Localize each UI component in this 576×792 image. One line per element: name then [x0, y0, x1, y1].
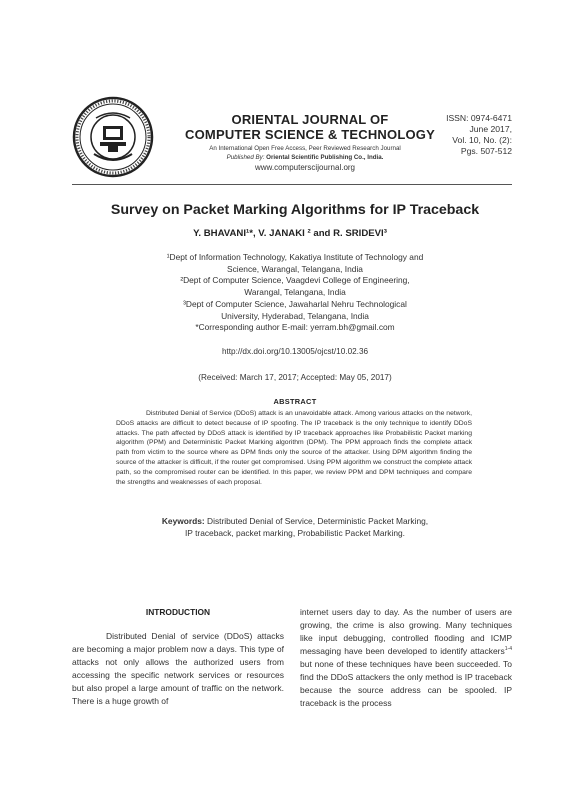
citation-superscript: 1-4: [504, 646, 512, 653]
issn: ISSN: 0974-6471: [446, 113, 512, 123]
keywords: [130, 516, 460, 539]
affiliation-line: Warangal, Telangana, India: [244, 287, 346, 298]
corresponding-author: *Corresponding author E-mail: yerram.bh@gmail.com: [195, 322, 395, 333]
issn-block: [420, 113, 512, 157]
received-accepted-dates: (Received: March 17, 2017; Accepted: May 05, 2017): [198, 373, 392, 382]
affiliation-line: Science, Warangal, Telangana, India: [227, 263, 363, 274]
published-by-label: Published By:: [226, 154, 265, 161]
publisher-name: Oriental Scientific Publishing Co., India.: [266, 154, 384, 161]
affiliation-line: University, Hyderabad, Telangana, India: [221, 310, 369, 321]
right-column-text: [300, 606, 512, 710]
right-column-text-b: but none of these techniques have been succeeded. To find the DDoS attackers the only method is IP traceback because the source address can be spooled. IP traceback is the process: [300, 659, 512, 708]
header-divider: [72, 184, 512, 185]
keywords-label: Keywords:: [161, 516, 205, 526]
affiliations: [130, 252, 460, 334]
keywords-line2: IP traceback, packet marking, Probabilistic Packet Marking.: [184, 527, 405, 538]
journal-title-line2: COMPUTER SCIENCE & TECHNOLOGY: [185, 127, 435, 142]
affiliation-line: ²Dept of Computer Science, Vaagdevi College of Engineering,: [180, 275, 410, 286]
journal-title-line1: ORIENTAL JOURNAL OF: [231, 112, 389, 127]
introduction-heading: INTRODUCTION: [145, 607, 211, 617]
tagline-text: An International Open Free Access, Peer Reviewed Research Journal: [209, 145, 401, 152]
issue-date: June 2017,: [469, 124, 512, 134]
paper-authors: Y. BHAVANI¹*, V. JANAKI ² and R. SRIDEVI³: [193, 228, 387, 239]
affiliation-line: ³Dept of Computer Science, Jawaharlal Nehru Technological: [183, 298, 407, 309]
journal-seal-icon: [72, 96, 154, 178]
affiliation-line: ¹Dept of Information Technology, Kakatiya Institute of Technology and: [166, 252, 424, 262]
right-column-text-a: internet users day to day. As the number of users are growing, the crime is also growing. Many techniques like input debugging, controlled flooding and ICMP messaging have been developed to identify attackers: [300, 607, 512, 656]
abstract-heading: ABSTRACT: [273, 397, 317, 406]
volume: Vol. 10, No. (2):: [452, 135, 512, 145]
abstract-text: Distributed Denial of Service (DDoS) attack is an unavoidable attack. Among various attacks on the network, DDoS attacks are difficult to detect because of IP spoofing. The IP traceback is the only technique to identify DDoS attacks. The path affected by DDoS attack is identified by IP traceback approaches like Probabilistic Packet marking algorithm (PPM) and Deterministic Packet Marking algorithm (DPM). The PPM approach finds the complete attack path from victim to the source where as DPM finds only the source of the attacker. Using DPM algorithm finding the source of the attacker is difficult, if the router get compromised. Using PPM algorithm we construct the complete attack path, so the compromised router can be identified. In this paper, we review PPM and DPM techniques and compare the strengths and weaknesses of each proposal.: [116, 410, 472, 486]
journal-title: [180, 112, 440, 142]
paper-title: Survey on Packet Marking Algorithms for IP Traceback: [110, 202, 480, 218]
journal-tagline: [160, 144, 450, 162]
pages: Pgs. 507-512: [460, 146, 512, 156]
doi-link[interactable]: http://dx.doi.org/10.13005/ojcst/10.02.36: [221, 347, 369, 356]
keywords-line1: [130, 516, 460, 528]
publisher-line: [160, 153, 450, 162]
left-column-text: Distributed Denial of service (DDoS) attacks are becoming a major problem now a days. This type of attacks not only allows the authorized users from accessing the specific network services or resources but also propel a large amount of traffic on the network. There is a huge growth of: [72, 631, 284, 706]
journal-website-link[interactable]: www.computerscijournal.org: [254, 163, 356, 172]
keywords-text1: Distributed Denial of Service, Deterministic Packet Marking,: [207, 516, 429, 526]
